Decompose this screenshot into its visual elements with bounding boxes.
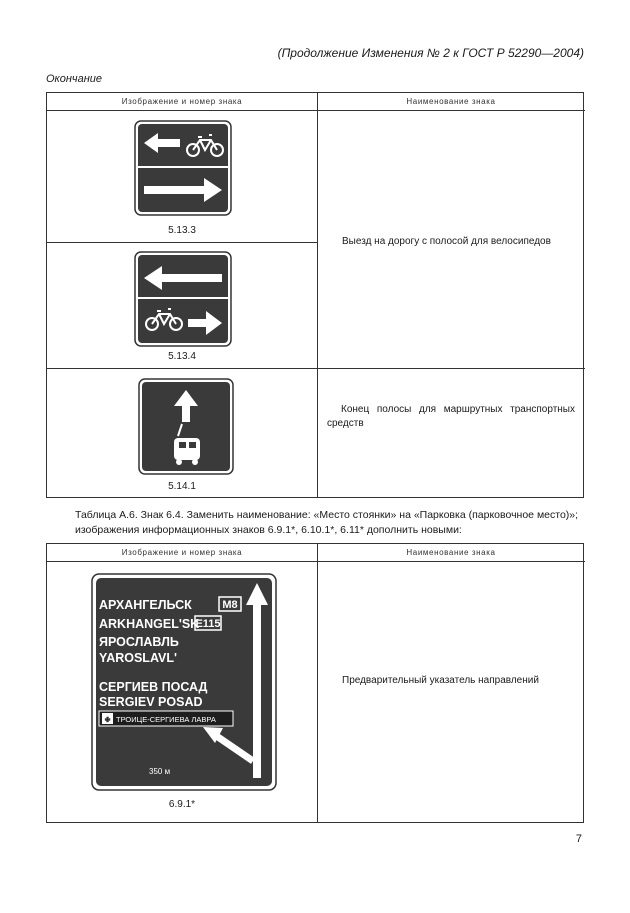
sign-distance: 350 м <box>149 767 171 776</box>
sign-name: Предварительный указатель направлений <box>342 675 539 686</box>
sign-name: Конец полосы для маршрутных транспортных средств <box>327 404 575 429</box>
sign-number: 5.13.3 <box>168 225 196 236</box>
sign-plate-text: ТРОИЦЕ-СЕРГИЕВА ЛАВРА <box>116 715 216 724</box>
table-continuation-label: Окончание <box>46 73 103 85</box>
sign-name-merged: Выезд на дорогу с полосой для велосипедов <box>342 236 551 247</box>
column-divider <box>317 93 318 497</box>
instruction-paragraph: Таблица А.6. Знак 6.4. Заменить наименование: «Место стоянки» на «Парковка (парковочное место)»; изображения информационных знаков 6.9.1*, 6.10.1*, 6.11* дополнить новыми: <box>75 509 579 536</box>
page-number: 7 <box>575 833 582 845</box>
sign-line: ЯРОСЛАВЛЬ <box>99 635 179 649</box>
sign-line: СЕРГИЕВ ПОСАД <box>99 680 208 694</box>
row-divider <box>47 242 317 243</box>
sign-line: YAROSLAVL' <box>99 651 177 665</box>
sign-line: SERGIEV POSAD <box>99 695 203 709</box>
route-number: E115 <box>195 618 221 630</box>
sign-line: АРХАНГЕЛЬСК <box>99 598 192 612</box>
page-header: (Продолжение Изменения № 2 к ГОСТ Р 52290—2004) <box>277 46 584 60</box>
sign-6-9-1 <box>91 573 277 791</box>
column-divider <box>317 544 318 822</box>
sign-5-14-1 <box>138 378 234 475</box>
header-divider <box>47 110 585 111</box>
signs-table-2 <box>46 543 584 823</box>
column-header-image: Изображение и номер знака <box>121 548 243 557</box>
header-divider <box>47 561 585 562</box>
route-number: M8 <box>222 599 238 611</box>
sign-number: 5.14.1 <box>168 481 196 492</box>
sign-number: 6.9.1* <box>168 799 196 810</box>
signs-table-1 <box>46 92 584 498</box>
sign-line: ARKHANGEL'SK <box>99 617 200 631</box>
sign-5-13-3 <box>134 120 232 216</box>
svg-text:✙: ✙ <box>104 717 111 724</box>
column-header-name: Наименование знака <box>406 548 496 557</box>
column-header-name: Наименование знака <box>406 97 496 106</box>
column-header-image: Изображение и номер знака <box>121 97 243 106</box>
row-divider <box>47 368 585 369</box>
sign-5-13-4 <box>134 251 232 347</box>
sign-number: 5.13.4 <box>168 351 196 362</box>
